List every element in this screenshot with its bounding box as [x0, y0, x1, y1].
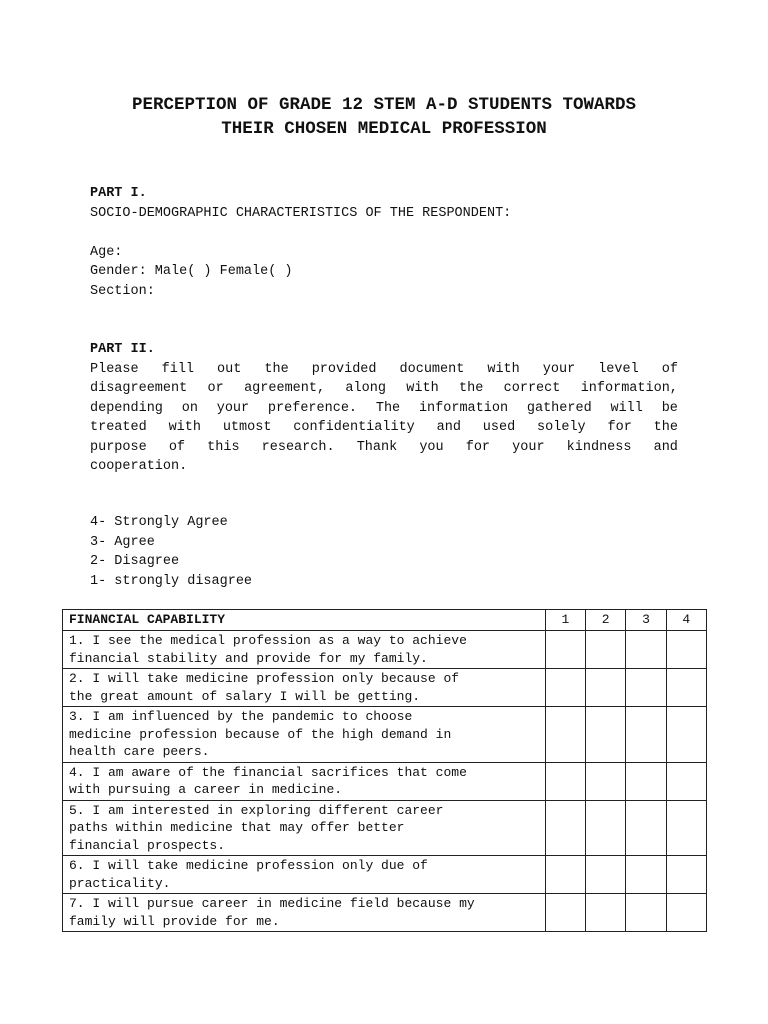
column-header-4: 4 — [666, 610, 706, 631]
rating-scale-legend — [90, 513, 678, 591]
scale-item: 3- Agree — [90, 534, 155, 550]
statement-line: medicine profession because of the high demand in — [69, 726, 452, 742]
rating-cell-1[interactable] — [545, 707, 585, 763]
instruction-line: Please fill out the provided document with your level of — [90, 361, 678, 377]
statement-cell — [63, 800, 546, 856]
table-row — [63, 762, 707, 800]
rating-cell-2[interactable] — [586, 894, 626, 932]
column-header-2: 2 — [586, 610, 626, 631]
document-title — [60, 93, 708, 141]
rating-cell-2[interactable] — [586, 856, 626, 894]
gender-field-label: Gender: Male( ) Female( ) — [90, 264, 293, 279]
statement-cell — [63, 631, 546, 669]
part-1-section — [90, 184, 678, 301]
rating-cell-4[interactable] — [666, 800, 706, 856]
statement-cell — [63, 856, 546, 894]
statement-line: paths within medicine that may offer better — [69, 820, 405, 835]
statement-cell — [63, 894, 546, 932]
rating-cell-2[interactable] — [586, 762, 626, 800]
table-row — [63, 800, 707, 856]
statement-cell — [63, 707, 546, 763]
instruction-line: treated with utmost confidentiality and used solely for the — [90, 420, 678, 435]
statement-line: health care peers. — [69, 744, 210, 759]
scale-item: 2- Disagree — [90, 554, 180, 569]
rating-cell-3[interactable] — [626, 800, 666, 856]
statement-line: practicality. — [69, 875, 171, 891]
rating-cell-4[interactable] — [666, 856, 706, 894]
rating-cell-3[interactable] — [626, 894, 666, 932]
statement-line: 2. I will take medicine profession only because of — [69, 671, 460, 686]
table-header-category: FINANCIAL CAPABILITY — [63, 610, 546, 631]
part-1-heading: PART I. — [90, 186, 147, 201]
section-field-label: Section: — [90, 283, 155, 299]
instruction-line: purpose of this research. Thank you for your kindness and — [90, 439, 678, 455]
table-row — [63, 856, 707, 894]
age-field-label: Age: — [90, 244, 123, 260]
scale-item: 1- strongly disagree — [90, 573, 253, 589]
table-row — [63, 894, 707, 932]
rating-cell-3[interactable] — [626, 707, 666, 763]
statement-line: 6. I will take medicine profession only due of — [69, 858, 428, 873]
statement-line: 1. I see the medical profession as a way to achieve — [69, 633, 467, 648]
statement-line: 5. I am interested in exploring different career — [69, 802, 444, 818]
financial-capability-table — [62, 609, 707, 932]
rating-cell-3[interactable] — [626, 631, 666, 669]
statement-line: the great amount of salary I will be getting. — [69, 688, 421, 704]
rating-cell-4[interactable] — [666, 762, 706, 800]
statement-cell — [63, 762, 546, 800]
rating-cell-3[interactable] — [626, 856, 666, 894]
rating-cell-3[interactable] — [626, 669, 666, 707]
rating-cell-2[interactable] — [586, 707, 626, 763]
rating-cell-4[interactable] — [666, 631, 706, 669]
statement-line: financial stability and provide for my family. — [69, 650, 428, 666]
part-1-subheading: SOCIO-DEMOGRAPHIC CHARACTERISTICS OF THE RESPONDENT: — [90, 205, 512, 221]
statement-line: 7. I will pursue career in medicine field because my — [69, 896, 475, 911]
instruction-line: depending on your preference. The information gathered will be — [90, 400, 678, 416]
instruction-line: cooperation. — [90, 459, 188, 474]
title-line-1: PERCEPTION OF GRADE 12 STEM A-D STUDENTS TOWARDS — [131, 95, 637, 115]
statement-line: with pursuing a career in medicine. — [69, 782, 343, 797]
rating-cell-1[interactable] — [545, 631, 585, 669]
rating-cell-1[interactable] — [545, 669, 585, 707]
rating-cell-1[interactable] — [545, 894, 585, 932]
rating-cell-1[interactable] — [545, 800, 585, 856]
table-header-row — [63, 610, 707, 631]
title-line-2: THEIR CHOSEN MEDICAL PROFESSION — [221, 119, 547, 139]
rating-cell-3[interactable] — [626, 762, 666, 800]
rating-cell-4[interactable] — [666, 707, 706, 763]
column-header-1: 1 — [545, 610, 585, 631]
scale-item: 4- Strongly Agree — [90, 515, 228, 530]
instruction-line: disagreement or agreement, along with the correct information, — [90, 381, 678, 396]
rating-cell-4[interactable] — [666, 669, 706, 707]
rating-cell-2[interactable] — [586, 800, 626, 856]
rating-cell-2[interactable] — [586, 631, 626, 669]
part-2-instructions — [90, 360, 678, 477]
statement-cell — [63, 669, 546, 707]
table-row — [63, 707, 707, 763]
table-row — [63, 669, 707, 707]
rating-cell-1[interactable] — [545, 762, 585, 800]
statement-line: 3. I am influenced by the pandemic to choose — [69, 709, 413, 724]
table-row — [63, 631, 707, 669]
rating-cell-1[interactable] — [545, 856, 585, 894]
part-2-section — [90, 340, 678, 477]
column-header-3: 3 — [626, 610, 666, 631]
rating-cell-4[interactable] — [666, 894, 706, 932]
part-2-heading: PART II. — [90, 342, 155, 357]
statement-line: financial prospects. — [69, 837, 226, 853]
statement-line: 4. I am aware of the financial sacrifices that come — [69, 764, 467, 780]
rating-cell-2[interactable] — [586, 669, 626, 707]
statement-line: family will provide for me. — [69, 913, 280, 929]
